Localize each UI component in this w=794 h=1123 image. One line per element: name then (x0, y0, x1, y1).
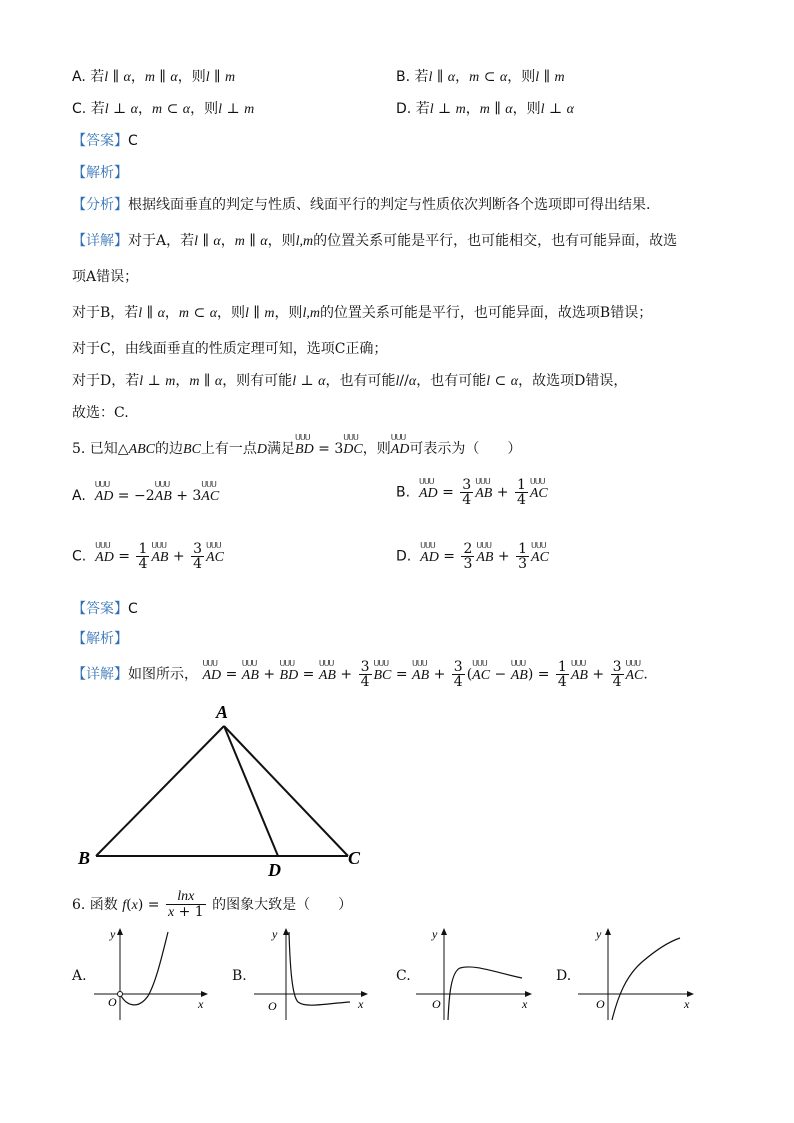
label-a: A (216, 702, 229, 722)
label-b: B (78, 848, 91, 868)
q5-option-c: C. ꓴꓴꓴ AD = $\frac{1}{4}$ ꓴꓴꓴ AB + $\frac{3}{4}$ ꓴꓴꓴ AC (72, 542, 224, 571)
q4-option-a-text: 若l ∥ α，m ∥ α，则l ∥ m (90, 69, 236, 85)
svg-text:y: y (432, 927, 438, 941)
svg-text:O: O (596, 997, 605, 1011)
q4-detail-line3: 对于C，由线面垂直的性质定理可知，选项C正确； (72, 341, 388, 357)
q4-option-d: D. 若l ⊥ m，m ∥ α，则l ⊥ α (396, 101, 574, 117)
graph-a (92, 926, 212, 1022)
q5-answer: 【答案】C (72, 601, 138, 617)
q6-stem: 6. 函数 f(x) = $\frac{\ln x}{x + 1}$ 的图象大致是（ ） (72, 889, 353, 920)
svg-text:x: x (198, 997, 204, 1011)
q4-detail-line2: 对于B，若l ∥ α，m ⊂ α，则l ∥ m，则l,m的位置关系可能是平行，也可能异面，故选项B错误； (72, 305, 653, 321)
side-ab (96, 726, 224, 856)
q4-option-a: A. 若l ∥ α，m ∥ α，则l ∥ m (72, 69, 236, 85)
label-c: C (348, 848, 361, 868)
triangle-figure (70, 698, 380, 883)
svg-text:O: O (108, 995, 117, 1009)
q4-fenxi: 【分析】根据线面垂直的判定与性质、线面平行的判定与性质依次判断各个选项即可得出结果. (72, 197, 651, 213)
svg-text:y: y (272, 927, 278, 941)
graph-b-label: B. (232, 968, 247, 984)
q4-answer: 【答案】C (72, 133, 138, 149)
q4-detail-line1b: 项A错误； (72, 269, 139, 285)
graph-c-label: C. (396, 968, 411, 984)
q5-option-a: A. ꓴꓴꓴ AD = −2ꓴꓴꓴ AB + 3ꓴꓴꓴ AC (72, 488, 219, 505)
side-ac (224, 726, 348, 856)
q4-option-c-text: 若l ⊥ α，m ⊂ α，则l ⊥ m (90, 101, 255, 117)
graph-d (576, 926, 700, 1022)
segment-ad (224, 726, 278, 856)
q4-detail-line4: 对于D，若l ⊥ m，m ∥ α，则有可能l ⊥ α，也有可能l//α，也有可能l ⊂ α，故选项D错误， (72, 373, 628, 389)
q5-stem: 5. 已知△ABC的边BC上有一点D满足ꓴꓴꓴ BD = 3ꓴꓴꓴ DC，则ꓴꓴꓴ AD可表示为（ ） (72, 438, 521, 458)
q5-option-d: D. ꓴꓴꓴ AD = $\frac{2}{3}$ ꓴꓴꓴ AB + $\frac{1}{3}$ ꓴꓴꓴ AC (396, 542, 549, 571)
graph-c (414, 926, 538, 1022)
curve-c (448, 967, 522, 1020)
svg-text:O: O (432, 997, 441, 1011)
q4-detail-line1: 【详解】对于A，若l ∥ α，m ∥ α，则l,m的位置关系可能是平行，也可能相交，也有可能异面，故选 (72, 233, 678, 249)
q4-option-b: B. 若l ∥ α，m ⊂ α，则l ∥ m (396, 69, 565, 85)
svg-text:x: x (522, 997, 528, 1011)
q5-detail: 【详解】如图所示， ꓴꓴꓴ AD = ꓴꓴꓴ AB + ꓴꓴꓴ BD = ꓴꓴꓴ AB + $\frac{3}{4}$ ꓴꓴꓴ BC = ꓴꓴꓴ AB + $\frac{3}{4}$ (ꓴꓴꓴ AC − ꓴꓴꓴ AB) = $\frac{1}{4}$ ꓴꓴꓴ AB + $\frac{3}{4}$ ꓴꓴꓴ AC. (72, 660, 648, 689)
q4-conclusion: 故选：C. (72, 405, 129, 421)
q5-analysis-tag: 【解析】 (72, 631, 128, 647)
label-d: D (268, 860, 281, 880)
curve-d (612, 938, 680, 1020)
svg-text:y: y (596, 927, 602, 941)
svg-text:O: O (268, 999, 277, 1013)
svg-text:x: x (358, 997, 364, 1011)
svg-text:x: x (684, 997, 690, 1011)
q4-option-d-text: 若l ⊥ m，m ∥ α，则l ⊥ α (415, 101, 574, 117)
svg-text:y: y (110, 927, 116, 941)
q5-option-b: B. ꓴꓴꓴ AD = $\frac{3}{4}$ ꓴꓴꓴ AB + $\frac{1}{4}$ ꓴꓴꓴ AC (396, 478, 548, 507)
graph-d-label: D. (556, 968, 572, 984)
q4-analysis-tag: 【解析】 (72, 165, 128, 181)
q4-option-b-text: 若l ∥ α，m ⊂ α，则l ∥ m (414, 69, 565, 85)
graph-a-label: A. (72, 968, 87, 984)
q4-option-c: C. 若l ⊥ α，m ⊂ α，则l ⊥ m (72, 101, 255, 117)
graph-b (252, 926, 372, 1022)
